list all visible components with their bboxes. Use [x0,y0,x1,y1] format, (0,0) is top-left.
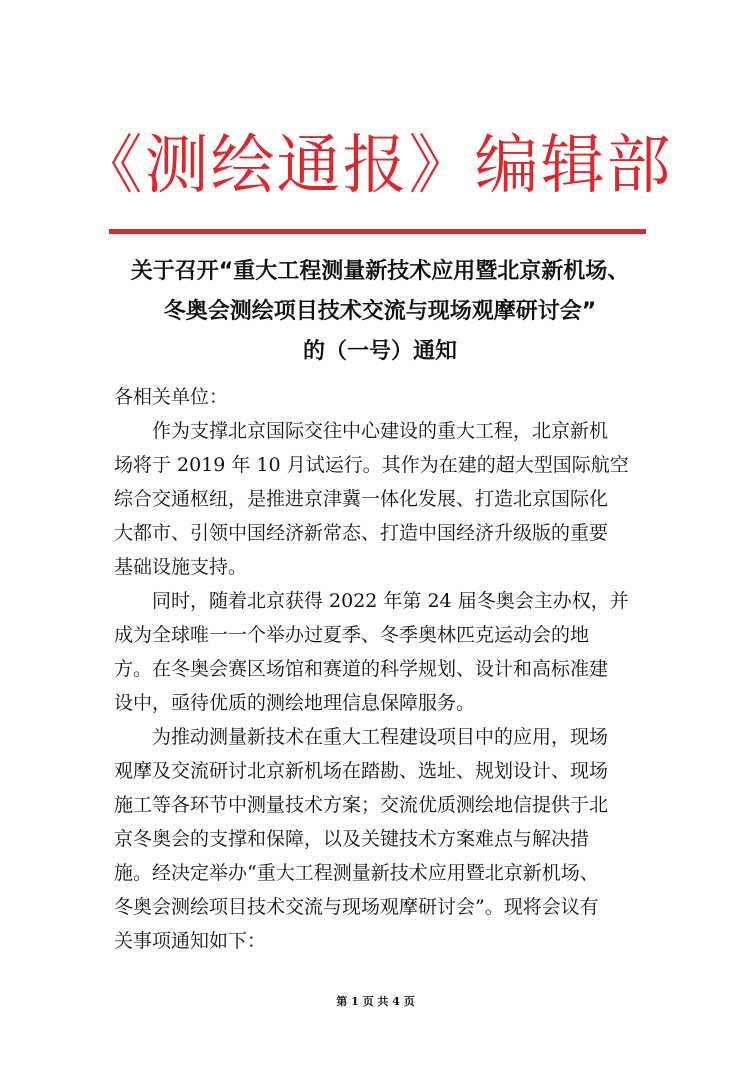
masthead-title: 《测绘通报》编辑部 [78,129,673,203]
paragraph-3 [114,720,644,958]
paragraph-1 [114,414,644,584]
page-number-footer: 第 1 页 共 4 页 [336,995,415,1008]
paragraph-line: 京冬奥会的支撑和保障，以及关键技术方案难点与解决措 [114,828,590,850]
paragraph-line: 场将于 2019 年 10 月试运行。其作为在建的超大型国际航空 [114,454,629,476]
notice-title-line-2: 冬奥会测绘项目技术交流与现场观摩研讨会” [163,299,597,324]
paragraph-line: 基础设施支持。 [114,556,248,578]
notice-title-line-3: 的（一号）通知 [302,339,457,364]
paragraph-line: 作为支撑北京国际交往中心建设的重大工程，北京新机 [114,420,609,442]
paragraph-line: 方。在冬奥会赛区场馆和赛道的科学规划、设计和高标准建 [114,658,609,680]
paragraph-2 [114,584,644,720]
salutation: 各相关单位： [114,386,229,408]
red-divider-rule [109,229,646,234]
paragraph-line: 综合交通枢纽，是推进京津冀一体化发展、打造北京国际化 [114,488,609,510]
paragraph-line: 观摩及交流研讨北京新机场在踏勘、选址、规划设计、现场 [114,760,609,782]
paragraph-line: 关事项通知如下： [114,930,267,952]
paragraph-line: 施。经决定举办“重大工程测量新技术应用暨北京新机场、 [114,862,599,884]
paragraph-line: 施工等各环节中测量技术方案；交流优质测绘地信提供于北 [114,794,609,816]
paragraph-line: 为推动测量新技术在重大工程建设项目中的应用，现场 [114,726,609,748]
notice-body [114,380,644,958]
paragraph-line: 大都市、引领中国经济新常态、打造中国经济升级版的重要 [114,522,609,544]
paragraph-line: 设中，亟待优质的测绘地理信息保障服务。 [114,692,476,714]
paragraph-line: 冬奥会测绘项目技术交流与现场观摩研讨会”。现将会议有 [114,896,599,918]
notice-title-line-1: 关于召开“重大工程测量新技术应用暨北京新机场、 [130,259,630,284]
paragraph-line: 同时，随着北京获得 2022 年第 24 届冬奥会主办权，并 [114,590,629,612]
notice-title [100,252,660,372]
paragraph-line: 成为全球唯一一个举办过夏季、冬季奥林匹克运动会的地 [114,624,590,646]
